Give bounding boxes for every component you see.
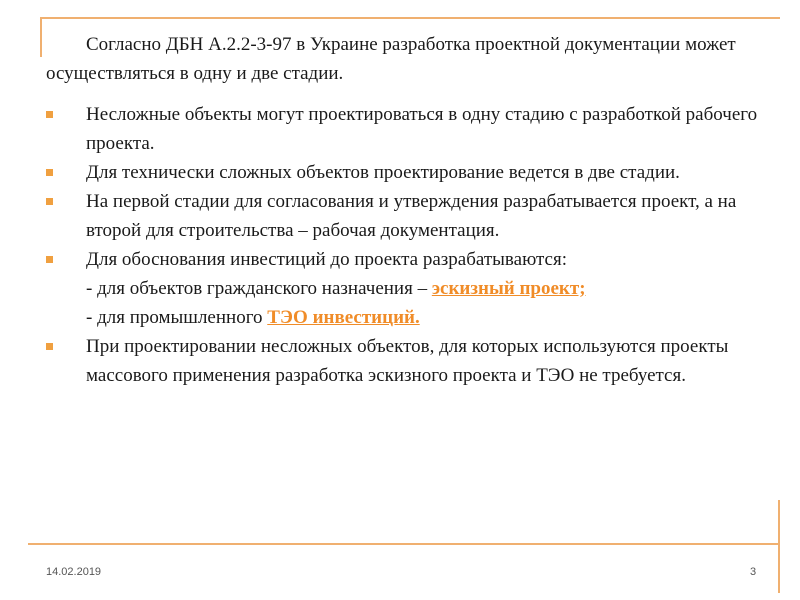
sub-item-civil — [46, 274, 766, 303]
bullet-item: Несложные объекты могут проектироваться в одну стадию с разработкой рабочего проекта. — [46, 100, 766, 158]
sub-item-prefix: - для промышленного — [86, 307, 268, 328]
bullet-item: При проектировании несложных объектов, для которых используются проекты массового применения разработка эскизного проекта и ТЭО не требуется. — [46, 332, 766, 390]
left-border-line — [40, 17, 42, 57]
slide-content — [46, 30, 766, 390]
sketch-project-link[interactable]: эскизный проект; — [431, 278, 586, 299]
bullet-item: На первой стадии для согласования и утверждения разрабатывается проект, а на второй для строительства – рабочая документация. — [46, 187, 766, 245]
bullet-item: Для обоснования инвестиций до проекта разрабатываются: — [46, 245, 766, 274]
page-number: 3 — [750, 566, 757, 578]
sub-item-prefix: - для объектов гражданского назначения – — [86, 278, 432, 299]
bottom-border-line — [28, 543, 780, 545]
bullet-list — [46, 100, 766, 390]
bullet-item: Для технически сложных объектов проектирование ведется в две стадии. — [46, 158, 766, 187]
top-border-line — [40, 17, 780, 19]
right-border-line — [778, 500, 780, 593]
footer-date: 14.02.2019 — [46, 566, 102, 578]
teo-investment-link[interactable]: ТЭО инвестиций. — [267, 307, 420, 328]
intro-paragraph: Согласно ДБН А.2.2-3-97 в Украине разработка проектной документации может осуществляться в одну и две стадии. — [46, 34, 736, 84]
sub-item-industrial — [46, 303, 766, 332]
